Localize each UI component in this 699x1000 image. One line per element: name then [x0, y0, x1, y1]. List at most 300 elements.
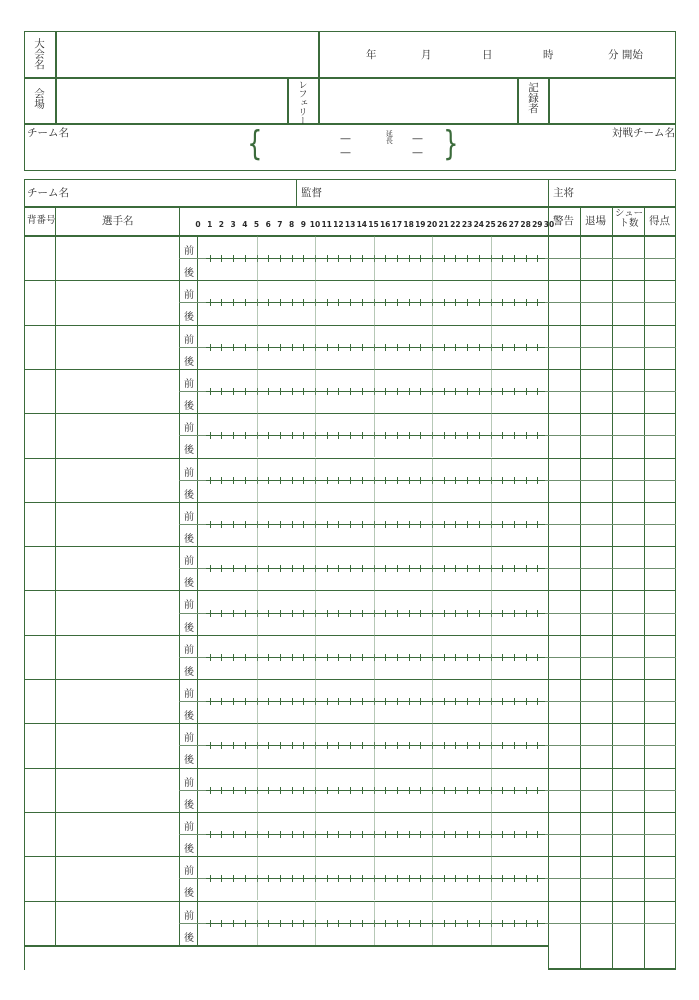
score-cell[interactable]	[645, 857, 676, 899]
minute-tick	[233, 521, 234, 528]
five-minute-separator	[374, 502, 375, 546]
minute-label: 11	[321, 220, 332, 229]
minute-tick	[397, 432, 398, 439]
minute-tick	[409, 787, 410, 794]
minute-tick	[303, 299, 304, 306]
minute-tick	[327, 388, 328, 395]
player-name-cell[interactable]	[56, 547, 179, 589]
score-cell[interactable]	[645, 813, 676, 855]
minute-tick	[292, 388, 293, 395]
minute-tick	[537, 742, 538, 749]
shots-cell[interactable]	[613, 902, 644, 944]
minute-tick	[280, 477, 281, 484]
minute-tick	[526, 698, 527, 705]
exit-cell[interactable]	[581, 547, 612, 589]
minute-tick	[233, 565, 234, 572]
tournament-name-field[interactable]	[60, 36, 314, 74]
five-minute-separator	[257, 280, 258, 324]
score-cell[interactable]	[645, 459, 676, 501]
minute-tick	[303, 920, 304, 927]
minute-tick	[455, 521, 456, 528]
minute-tick	[292, 521, 293, 528]
minute-tick	[327, 521, 328, 528]
exit-cell[interactable]	[581, 902, 612, 944]
five-minute-separator	[491, 369, 492, 413]
minute-tick	[502, 698, 503, 705]
minute-tick	[467, 344, 468, 351]
minute-tick	[292, 477, 293, 484]
exit-cell[interactable]	[581, 237, 612, 279]
first-half-label: 前	[184, 423, 194, 435]
warning-cell[interactable]	[549, 591, 580, 633]
warning-cell[interactable]	[549, 281, 580, 323]
minute-tick	[327, 742, 328, 749]
number-cell[interactable]	[25, 370, 55, 412]
referee-field[interactable]	[322, 82, 512, 120]
minute-tick	[444, 299, 445, 306]
minute-tick	[455, 875, 456, 882]
exit-cell[interactable]	[581, 769, 612, 811]
minute-tick	[409, 344, 410, 351]
minute-tick	[444, 388, 445, 395]
hour-label: 時	[543, 49, 554, 61]
warning-cell[interactable]	[549, 857, 580, 899]
minute-tick	[292, 565, 293, 572]
minute-tick	[210, 920, 211, 927]
shots-cell[interactable]	[613, 503, 644, 545]
minute-label: 26	[496, 220, 508, 229]
minute-tick	[292, 698, 293, 705]
minute-tick	[303, 654, 304, 661]
score-cell[interactable]	[645, 680, 676, 722]
five-minute-separator	[491, 635, 492, 679]
minute-tick	[409, 521, 410, 528]
minute-tick	[210, 565, 211, 572]
minute-tick	[479, 299, 480, 306]
score-cell[interactable]	[645, 281, 676, 323]
minute-tick	[338, 344, 339, 351]
score-cell[interactable]	[645, 326, 676, 368]
second-half-label: 後	[184, 888, 194, 900]
score-cell[interactable]	[645, 370, 676, 412]
player-name-cell[interactable]	[56, 503, 179, 545]
minute-label: 10	[309, 220, 321, 229]
minute-tick	[268, 698, 269, 705]
extension-label: 延長	[385, 130, 394, 144]
shots-cell[interactable]	[613, 547, 644, 589]
minute-tick	[268, 344, 269, 351]
minute-tick	[409, 432, 410, 439]
first-half-label: 前	[184, 556, 194, 568]
referee-label: レフェリー	[296, 80, 307, 125]
minute-label: 1	[207, 220, 213, 229]
number-cell[interactable]	[25, 636, 55, 678]
minute-tick	[455, 610, 456, 617]
minute-label: 5	[253, 220, 260, 229]
month-label: 月	[421, 49, 432, 61]
captain-divider	[548, 179, 549, 207]
minute-label: 0	[195, 220, 201, 229]
five-minute-separator	[315, 723, 316, 767]
five-minute-separator	[432, 590, 433, 634]
minute-label: 9	[300, 220, 306, 229]
player-name-cell[interactable]	[56, 326, 179, 368]
warning-cell[interactable]	[549, 326, 580, 368]
minute-tick	[385, 432, 386, 439]
minute-tick	[268, 432, 269, 439]
number-cell[interactable]	[25, 724, 55, 766]
player-name-cell[interactable]	[56, 902, 179, 944]
five-minute-separator	[315, 856, 316, 900]
minute-tick	[397, 875, 398, 882]
minute-tick	[245, 477, 246, 484]
minute-tick	[362, 654, 363, 661]
minute-tick	[455, 255, 456, 262]
second-half-label: 後	[184, 932, 194, 944]
score-cell[interactable]	[645, 902, 676, 944]
team-name-label: チーム名	[27, 127, 69, 139]
minute-tick	[210, 255, 211, 262]
player-name-cell[interactable]	[56, 724, 179, 766]
minute-tick	[455, 742, 456, 749]
minute-tick	[221, 255, 222, 262]
player-name-cell[interactable]	[56, 370, 179, 412]
minute-tick	[385, 654, 386, 661]
exit-cell[interactable]	[581, 724, 612, 766]
warning-cell[interactable]	[549, 902, 580, 944]
minute-tick	[245, 787, 246, 794]
exit-cell[interactable]	[581, 591, 612, 633]
five-minute-separator	[432, 856, 433, 900]
minute-label: 6	[265, 220, 271, 229]
first-half-label: 前	[184, 910, 194, 922]
minute-tick	[280, 742, 281, 749]
roster-header-divider	[24, 206, 676, 208]
minute-tick	[537, 787, 538, 794]
exit-cell[interactable]	[581, 326, 612, 368]
minute-tick	[467, 610, 468, 617]
five-minute-separator	[257, 635, 258, 679]
minute-tick	[409, 920, 410, 927]
warning-cell[interactable]	[549, 636, 580, 678]
five-minute-separator	[374, 901, 375, 945]
five-minute-separator	[315, 635, 316, 679]
minute-tick	[350, 698, 351, 705]
warning-cell[interactable]	[549, 680, 580, 722]
number-cell[interactable]	[25, 326, 55, 368]
shots-cell[interactable]	[613, 326, 644, 368]
shots-cell[interactable]	[613, 857, 644, 899]
exit-cell[interactable]	[581, 503, 612, 545]
minute-tick	[537, 831, 538, 838]
minute-tick	[537, 388, 538, 395]
shots-column-header: シュート数	[614, 208, 644, 230]
second-half-label: 後	[184, 711, 194, 723]
minute-tick	[350, 565, 351, 572]
number-cell[interactable]	[25, 281, 55, 323]
number-cell[interactable]	[25, 857, 55, 899]
year-label: 年	[366, 49, 377, 61]
score-cell[interactable]	[645, 414, 676, 456]
minute-tick	[502, 787, 503, 794]
first-half-label: 前	[184, 334, 194, 346]
minute-tick	[362, 610, 363, 617]
number-cell[interactable]	[25, 591, 55, 633]
minute-tick	[245, 565, 246, 572]
number-cell[interactable]	[25, 503, 55, 545]
score-cell[interactable]	[645, 636, 676, 678]
minute-tick	[362, 432, 363, 439]
warning-column-header: 警告	[553, 215, 574, 227]
player-name-cell[interactable]	[56, 281, 179, 323]
five-minute-separator	[374, 369, 375, 413]
minute-tick	[362, 388, 363, 395]
minute-tick	[233, 920, 234, 927]
minute-label: 12	[333, 220, 344, 229]
score-cell[interactable]	[645, 547, 676, 589]
minute-tick	[292, 255, 293, 262]
warning-cell[interactable]	[549, 503, 580, 545]
left-brace: {	[247, 124, 263, 164]
number-cell[interactable]	[25, 414, 55, 456]
shots-cell[interactable]	[613, 237, 644, 279]
minute-tick	[385, 521, 386, 528]
shots-cell[interactable]	[613, 680, 644, 722]
minute-tick	[350, 610, 351, 617]
score-cell[interactable]	[645, 591, 676, 633]
minute-tick	[292, 610, 293, 617]
minute-tick	[444, 742, 445, 749]
player-name-cell[interactable]	[56, 813, 179, 855]
warning-cell[interactable]	[549, 813, 580, 855]
minute-tick	[455, 698, 456, 705]
score-cell[interactable]	[645, 724, 676, 766]
shots-cell[interactable]	[613, 414, 644, 456]
minute-tick	[514, 654, 515, 661]
minute-tick	[444, 920, 445, 927]
number-cell[interactable]	[25, 680, 55, 722]
second-half-label: 後	[184, 578, 194, 590]
referee-left-divider	[287, 77, 289, 124]
five-minute-separator	[374, 856, 375, 900]
minute-tick	[502, 875, 503, 882]
number-cell[interactable]	[25, 813, 55, 855]
exit-cell[interactable]	[581, 813, 612, 855]
warning-cell[interactable]	[549, 414, 580, 456]
five-minute-separator	[374, 590, 375, 634]
minute-tick	[526, 920, 527, 927]
exit-cell[interactable]	[581, 370, 612, 412]
roster-team-label: チーム名	[27, 187, 69, 199]
five-minute-separator	[257, 901, 258, 945]
player-name-cell[interactable]	[56, 459, 179, 501]
minute-tick	[327, 875, 328, 882]
minute-tick	[467, 432, 468, 439]
minute-tick	[479, 787, 480, 794]
five-minute-separator	[374, 768, 375, 812]
five-minute-separator	[491, 856, 492, 900]
minute-tick	[303, 388, 304, 395]
warning-cell[interactable]	[549, 459, 580, 501]
minute-tick	[397, 255, 398, 262]
minute-tick	[502, 299, 503, 306]
minute-label: 18	[403, 220, 414, 229]
minute-tick	[221, 565, 222, 572]
minute-tick	[338, 521, 339, 528]
minute-tick	[268, 831, 269, 838]
minute-tick	[467, 742, 468, 749]
exit-cell[interactable]	[581, 636, 612, 678]
warning-cell[interactable]	[549, 547, 580, 589]
minute-tick	[280, 299, 281, 306]
warning-cell[interactable]	[549, 769, 580, 811]
minute-tick	[397, 610, 398, 617]
five-minute-separator	[257, 236, 258, 280]
exit-cell[interactable]	[581, 414, 612, 456]
first-half-label: 前	[184, 246, 194, 257]
five-minute-separator	[432, 723, 433, 767]
minute-tick	[444, 565, 445, 572]
shots-cell[interactable]	[613, 724, 644, 766]
minute-tick	[221, 432, 222, 439]
minute-tick	[420, 742, 421, 749]
minute-tick	[350, 654, 351, 661]
minute-tick	[397, 299, 398, 306]
player-name-cell[interactable]	[56, 769, 179, 811]
shots-cell[interactable]	[613, 813, 644, 855]
minute-tick	[292, 742, 293, 749]
warning-cell[interactable]	[549, 237, 580, 279]
minute-tick	[526, 875, 527, 882]
five-minute-separator	[315, 413, 316, 457]
minute-tick	[221, 610, 222, 617]
minute-tick	[502, 920, 503, 927]
five-minute-separator	[315, 325, 316, 369]
five-minute-separator	[491, 413, 492, 457]
score-column-header: 得点	[649, 215, 670, 227]
five-minute-separator	[432, 458, 433, 502]
number-cell[interactable]	[25, 459, 55, 501]
exit-cell[interactable]	[581, 857, 612, 899]
warning-cell[interactable]	[549, 370, 580, 412]
minute-label: 27	[508, 220, 520, 229]
recorder-field[interactable]	[553, 82, 671, 120]
five-minute-separator	[257, 325, 258, 369]
minute-label: 16	[379, 220, 391, 229]
score-dash-4: —	[412, 146, 423, 159]
minute-tick	[338, 654, 339, 661]
number-cell[interactable]	[25, 769, 55, 811]
minute-tick	[502, 432, 503, 439]
player-name-cell[interactable]	[56, 636, 179, 678]
minute-tick	[467, 654, 468, 661]
minute-tick	[526, 610, 527, 617]
number-cell[interactable]	[25, 902, 55, 944]
shots-cell[interactable]	[613, 459, 644, 501]
minute-tick	[444, 477, 445, 484]
minute-tick	[268, 875, 269, 882]
five-minute-separator	[315, 502, 316, 546]
minute-tick	[303, 432, 304, 439]
minute-tick	[502, 565, 503, 572]
shots-cell[interactable]	[613, 370, 644, 412]
exit-cell[interactable]	[581, 680, 612, 722]
shots-cell[interactable]	[613, 281, 644, 323]
minute-tick	[514, 787, 515, 794]
five-minute-separator	[315, 369, 316, 413]
score-cell[interactable]	[645, 237, 676, 279]
minute-tick	[210, 477, 211, 484]
exit-cell[interactable]	[581, 459, 612, 501]
minute-tick	[467, 875, 468, 882]
minute-tick	[327, 432, 328, 439]
minute-tick	[467, 477, 468, 484]
minute-tick	[409, 875, 410, 882]
minute-tick	[210, 610, 211, 617]
minute-tick	[467, 299, 468, 306]
minute-label: 2	[218, 220, 224, 229]
minute-tick	[245, 388, 246, 395]
score-cell[interactable]	[645, 503, 676, 545]
five-minute-separator	[257, 546, 258, 590]
player-name-cell[interactable]	[56, 591, 179, 633]
minute-tick	[362, 299, 363, 306]
five-minute-separator	[315, 458, 316, 502]
shots-cell[interactable]	[613, 636, 644, 678]
second-half-label: 後	[184, 268, 194, 280]
minute-tick	[409, 698, 410, 705]
five-minute-separator	[315, 812, 316, 856]
score-cell[interactable]	[645, 769, 676, 811]
minute-tick	[444, 698, 445, 705]
player-name-cell[interactable]	[56, 414, 179, 456]
shots-cell[interactable]	[613, 591, 644, 633]
minute-label: 22	[450, 220, 461, 229]
minute-label: 17	[391, 220, 403, 229]
venue-field[interactable]	[60, 82, 282, 120]
minute-tick	[526, 388, 527, 395]
five-minute-separator	[315, 768, 316, 812]
five-minute-separator	[257, 458, 258, 502]
minute-tick	[385, 565, 386, 572]
player-name-cell[interactable]	[56, 237, 179, 279]
minute-tick	[303, 610, 304, 617]
five-minute-separator	[374, 635, 375, 679]
minute-tick	[292, 875, 293, 882]
exit-cell[interactable]	[581, 281, 612, 323]
five-minute-separator	[257, 856, 258, 900]
minute-tick	[221, 654, 222, 661]
warning-cell[interactable]	[549, 724, 580, 766]
minute-tick	[221, 477, 222, 484]
number-cell[interactable]	[25, 237, 55, 279]
minute-tick	[526, 299, 527, 306]
player-name-cell[interactable]	[56, 680, 179, 722]
minute-tick	[385, 299, 386, 306]
minute-tick	[502, 255, 503, 262]
five-minute-separator	[432, 679, 433, 723]
minute-tick	[350, 388, 351, 395]
player-name-cell[interactable]	[56, 857, 179, 899]
minute-tick	[444, 654, 445, 661]
number-cell[interactable]	[25, 547, 55, 589]
five-minute-separator	[374, 236, 375, 280]
minute-tick	[280, 344, 281, 351]
five-minute-separator	[374, 458, 375, 502]
minute-tick	[455, 654, 456, 661]
minute-tick	[397, 831, 398, 838]
shots-cell[interactable]	[613, 769, 644, 811]
